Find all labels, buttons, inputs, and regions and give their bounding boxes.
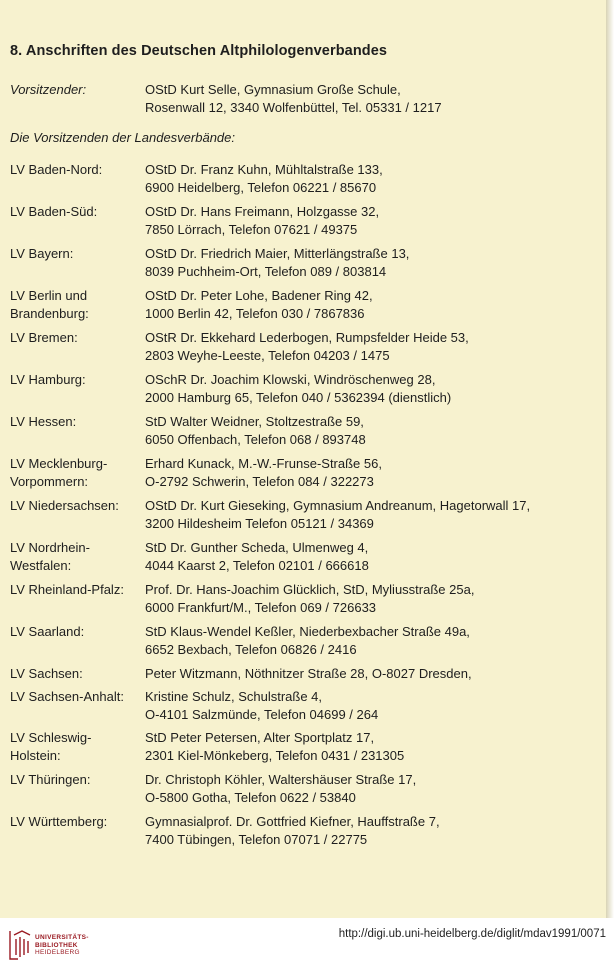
entry-address-line1: Prof. Dr. Hans-Joachim Glücklich, StD, Myliusstraße 25a, xyxy=(145,582,475,597)
entry-address-line2: 2803 Weyhe-Leeste, Telefon 04203 / 1475 xyxy=(145,348,390,363)
entry-address-line1: OStD Dr. Hans Freimann, Holzgasse 32, xyxy=(145,204,380,219)
entry-address-line1: Erhard Kunack, M.-W.-Frunse-Straße 56, xyxy=(145,456,382,471)
entry-address-line1: OStD Dr. Franz Kuhn, Mühltalstraße 133, xyxy=(145,162,383,177)
entry-address-line2: O-5800 Gotha, Telefon 0622 / 53840 xyxy=(145,790,356,805)
chair-address-line1: OStD Kurt Selle, Gymnasium Große Schule, xyxy=(145,82,401,97)
entry-label: LV Schleswig- xyxy=(10,730,92,745)
entry-label: LV Thüringen: xyxy=(10,772,91,787)
entry-label: LV Württemberg: xyxy=(10,814,108,829)
source-url[interactable]: http://digi.ub.uni-heidelberg.de/diglit/mdav1991/0071 xyxy=(338,928,606,940)
entry-label: LV Hessen: xyxy=(10,414,77,429)
entry-label: LV Baden-Nord: xyxy=(10,162,103,177)
entry-address-line1: Peter Witzmann, Nöthnitzer Straße 28, O-8027 Dresden, xyxy=(145,666,472,681)
page-edge xyxy=(606,0,614,918)
chair-label: Vorsitzender: xyxy=(10,82,87,97)
library-name xyxy=(35,934,89,957)
entry-address-line1: Dr. Christoph Köhler, Waltershäuser Straße 17, xyxy=(145,772,417,787)
entry-address-line2: 6900 Heidelberg, Telefon 06221 / 85670 xyxy=(145,180,377,195)
entry-label: LV Niedersachsen: xyxy=(10,498,119,513)
entry-label: LV Rheinland-Pfalz: xyxy=(10,582,124,597)
entry-label: LV Bayern: xyxy=(10,246,74,261)
entry-address-line1: Gymnasialprof. Dr. Gottfried Kiefner, Hauffstraße 7, xyxy=(145,814,440,829)
footer xyxy=(0,918,614,968)
entry-address-line1: StD Walter Weidner, Stoltzestraße 59, xyxy=(145,414,364,429)
entry-label-cont: Holstein: xyxy=(10,748,61,763)
entry-address-line2: 8039 Puchheim-Ort, Telefon 089 / 803814 xyxy=(145,264,387,279)
entry-label-cont: Westfalen: xyxy=(10,558,72,573)
entry-label: LV Hamburg: xyxy=(10,372,86,387)
entry-label: LV Baden-Süd: xyxy=(10,204,98,219)
entry-address-line2: 7400 Tübingen, Telefon 07071 / 22775 xyxy=(145,832,368,847)
entry-label: LV Saarland: xyxy=(10,624,85,639)
chair-address-line2: Rosenwall 12, 3340 Wolfenbüttel, Tel. 05331 / 1217 xyxy=(145,100,442,115)
entry-address-line1: StD Dr. Gunther Scheda, Ulmenweg 4, xyxy=(145,540,369,555)
entry-label: LV Sachsen: xyxy=(10,666,83,681)
entry-label: LV Bremen: xyxy=(10,330,78,345)
entry-address-line2: 4044 Kaarst 2, Telefon 02101 / 666618 xyxy=(145,558,369,573)
entry-address-line1: StD Peter Petersen, Alter Sportplatz 17, xyxy=(145,730,375,745)
entry-address-line2: 7850 Lörrach, Telefon 07621 / 49375 xyxy=(145,222,358,237)
library-name-line2: BIBLIOTHEK xyxy=(35,941,78,949)
entry-address-line2: 6050 Offenbach, Telefon 068 / 893748 xyxy=(145,432,366,447)
entry-address-line1: StD Klaus-Wendel Keßler, Niederbexbacher Straße 49a, xyxy=(145,624,470,639)
entry-address-line2: 2000 Hamburg 65, Telefon 040 / 5362394 (dienstlich) xyxy=(145,390,452,405)
entry-label-cont: Brandenburg: xyxy=(10,306,89,321)
entry-label-cont: Vorpommern: xyxy=(10,474,89,489)
entry-address-line1: Kristine Schulz, Schulstraße 4, xyxy=(145,689,323,704)
subheading: Die Vorsitzenden der Landesverbände: xyxy=(10,130,235,145)
entry-address-line2: 2301 Kiel-Mönkeberg, Telefon 0431 / 231305 xyxy=(145,748,405,763)
entry-address-line2: O-4101 Salzmünde, Telefon 04699 / 264 xyxy=(145,707,379,722)
entry-address-line2: 3200 Hildesheim Telefon 05121 / 34369 xyxy=(145,516,374,531)
entry-address-line1: OStD Dr. Kurt Gieseking, Gymnasium Andreanum, Hagetorwall 17, xyxy=(145,498,531,513)
entry-label: LV Sachsen-Anhalt: xyxy=(10,689,124,704)
entry-address-line1: OStD Dr. Peter Lohe, Badener Ring 42, xyxy=(145,288,373,303)
entry-address-line1: OStR Dr. Ekkehard Lederbogen, Rumpsfelder Heide 53, xyxy=(145,330,469,345)
library-name-line3: HEIDELBERG xyxy=(35,949,80,956)
entry-address-line2: 6652 Bexbach, Telefon 06826 / 2416 xyxy=(145,642,357,657)
entry-label: LV Nordrhein- xyxy=(10,540,90,555)
entry-address-line2: O-2792 Schwerin, Telefon 084 / 322273 xyxy=(145,474,374,489)
entry-label: LV Berlin und xyxy=(10,288,88,303)
entry-address-line2: 6000 Frankfurt/M., Telefon 069 / 726633 xyxy=(145,600,377,615)
library-name-line1: UNIVERSITÄTS- xyxy=(35,934,89,941)
entry-address-line1: OStD Dr. Friedrich Maier, Mitterlängstraße 13, xyxy=(145,246,410,261)
entry-label: LV Mecklenburg- xyxy=(10,456,108,471)
section-heading: 8. Anschriften des Deutschen Altphilologenverbandes xyxy=(10,43,388,59)
library-logo-icon xyxy=(6,927,34,963)
entry-address-line1: OSchR Dr. Joachim Klowski, Windröschenweg 28, xyxy=(145,372,436,387)
entry-address-line2: 1000 Berlin 42, Telefon 030 / 7867836 xyxy=(145,306,365,321)
